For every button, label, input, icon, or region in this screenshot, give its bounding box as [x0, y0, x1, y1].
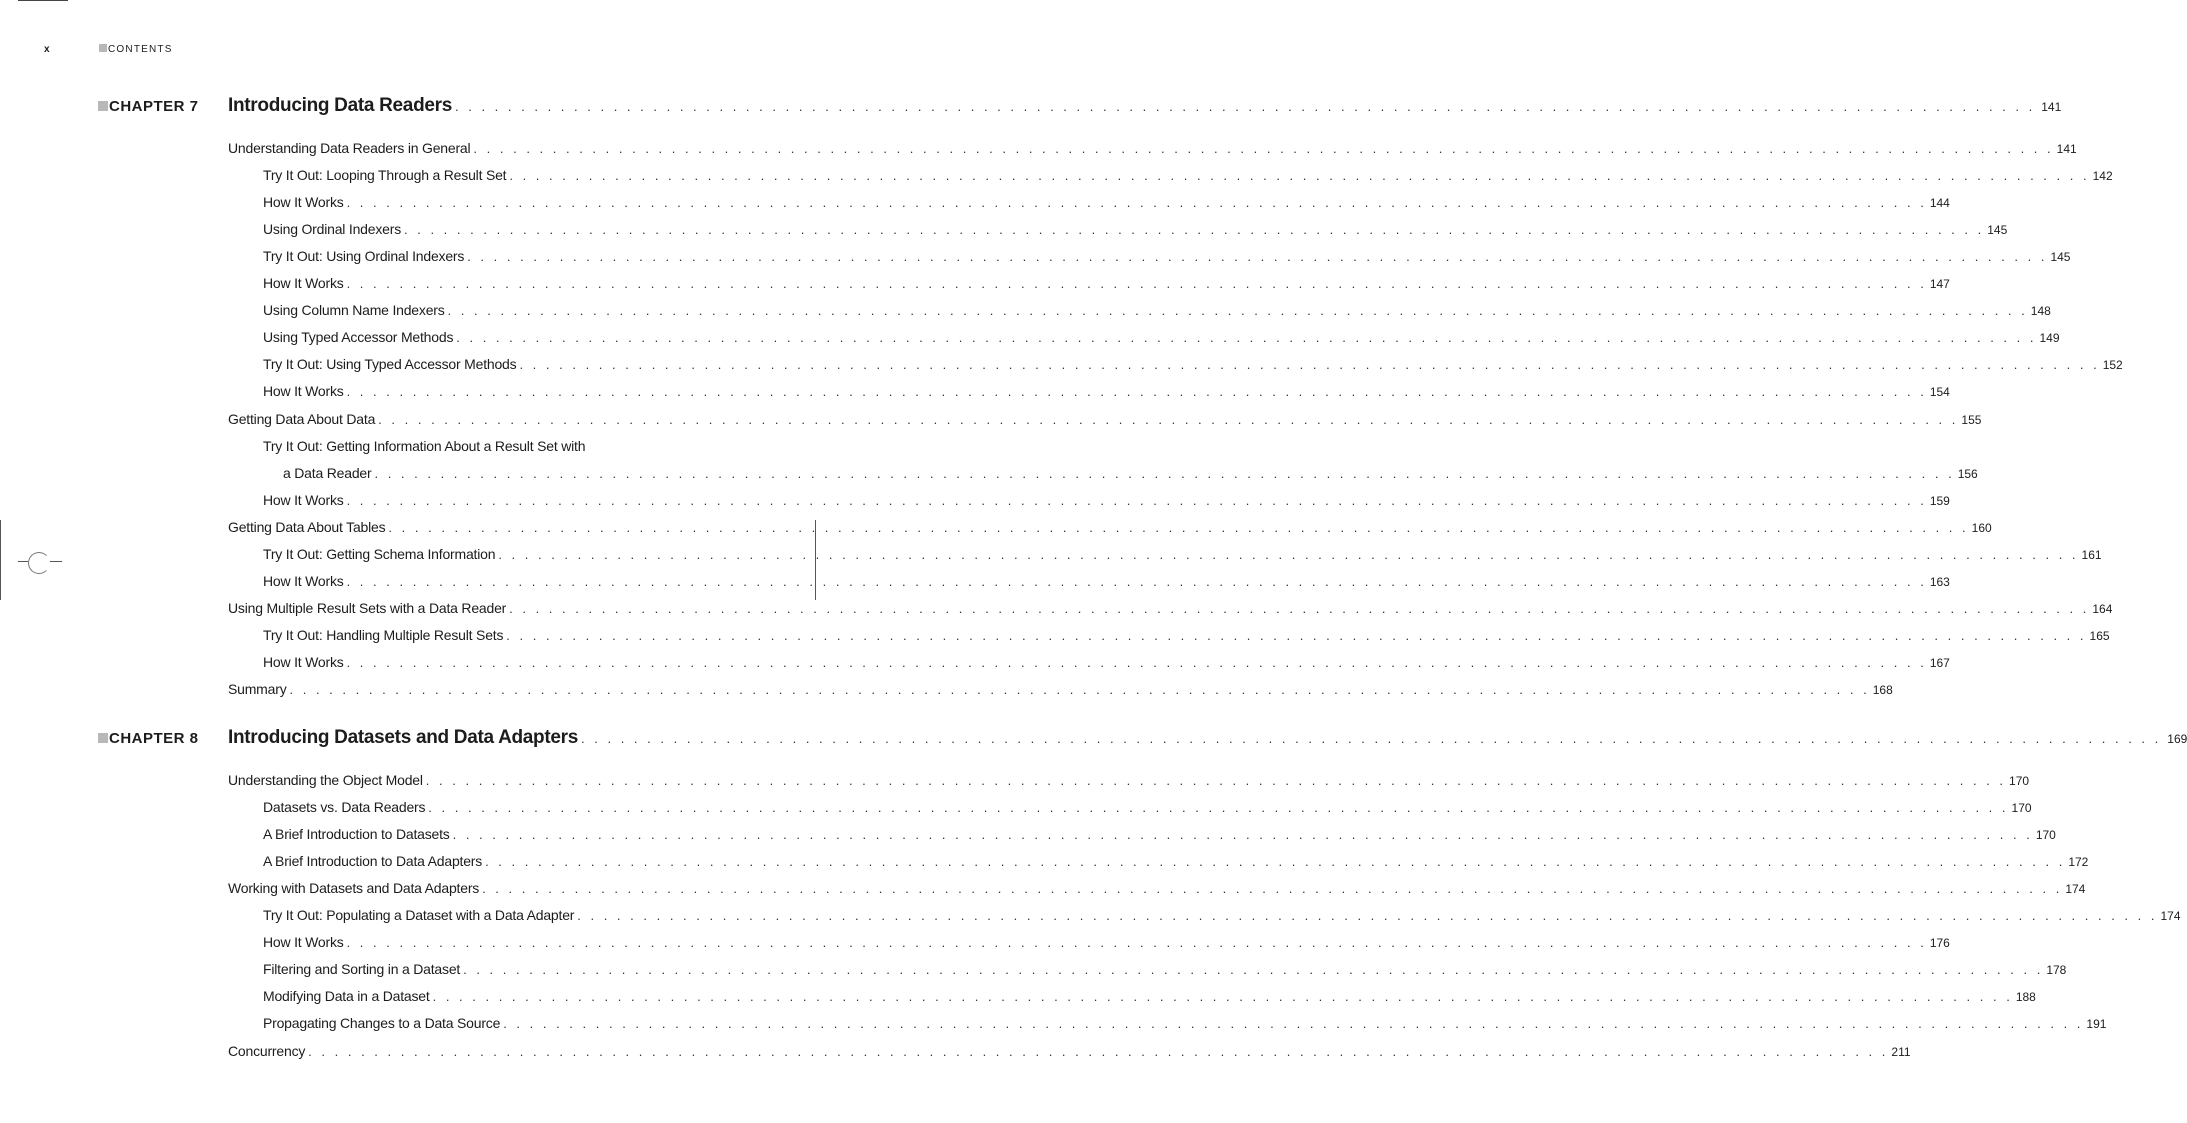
toc-page-number: 174: [2160, 909, 2181, 924]
toc-entry-title: Datasets vs. Data Readers: [263, 799, 426, 816]
toc-page-number: 170: [2009, 774, 2030, 788]
leader-dots: . . . . . . . . . . . . . . . . . . . . . . . . . . . . . . . . . . . . . . . . . . . . . . . . . . . . . . . . . . . . . . . . . . . . . . . . . . . . . . . . . . . . . . . . . . . . . . . . . . . . . . . . . . . . . . . . . . . . . . . .: [346, 654, 1927, 670]
toc-entry-title: Try It Out: Looping Through a Result Set: [263, 167, 507, 184]
toc-page-number: 149: [2039, 331, 2060, 346]
toc-page-number: 156: [1957, 466, 1978, 481]
chapter-title: Introducing Datasets and Data Adapters: [228, 727, 579, 748]
leader-dots: . . . . . . . . . . . . . . . . . . . . . . . . . . . . . . . . . . . . . . . . . . . . . . . . . . . . . . . . . . . . . . . . . . . . . . . . . . . . . . . . . . . . . . . . . . . . . . . . . . . . . . . . . . . . . . . . . . . . . . . .: [467, 249, 2048, 265]
leader-dots: . . . . . . . . . . . . . . . . . . . . . . . . . . . . . . . . . . . . . . . . . . . . . . . . . . . . . . . . . . . . . . . . . . . . . . . . . . . . . . . . . . . . . . . . . . . . . . . . . . . . . . . . . . . . . . . . . . . . . . . .: [577, 908, 2158, 924]
toc-entry-title: Try It Out: Handling Multiple Result Sets: [263, 626, 504, 643]
toc-page-number: 154: [1929, 385, 1950, 400]
square-bullet-icon: [99, 44, 107, 52]
toc-entry-title: A Brief Introduction to Data Adapters: [263, 853, 483, 870]
toc-page-number: 145: [1987, 223, 2008, 238]
toc-page-number: 168: [1872, 683, 1893, 697]
toc-page-number: 161: [2081, 547, 2102, 562]
toc-page-number: 165: [2089, 628, 2110, 643]
toc-page-number: 164: [2092, 601, 2113, 616]
toc-entry[interactable]: [263, 907, 2181, 925]
toc-page-number: 172: [2068, 855, 2089, 870]
toc-entry-title: Working with Datasets and Data Adapters: [228, 880, 480, 897]
toc-entry[interactable]: [263, 221, 2008, 239]
toc-entry-title: Understanding the Object Model: [228, 772, 423, 788]
toc-entry-title: Concurrency: [228, 1042, 306, 1059]
toc-entry-title: Try It Out: Populating a Dataset with a Data Adapter: [263, 907, 575, 924]
toc-page-number: 147: [1929, 277, 1950, 292]
leader-dots: . . . . . . . . . . . . . . . . . . . . . . . . . . . . . . . . . . . . . . . . . . . . . . . . . . . . . . . . . . . . . . . . . . . . . . . . . . . . . . . . . . . . . . . . . . . . . . . . . . . . . . . . . . . . . . . . . . . . . . . .: [455, 99, 2036, 114]
toc-entry-title: Summary: [228, 681, 287, 697]
toc-entry-title: How It Works: [263, 653, 344, 670]
chapter-label-text: CHAPTER 8: [109, 730, 199, 747]
leader-dots: . . . . . . . . . . . . . . . . . . . . . . . . . . . . . . . . . . . . . . . . . . . . . . . . . . . . . . . . . . . . . . . . . . . . . . . . . . . . . . . . . . . . . . . . . . . . . . . . . . . . . . . . . . . . . . . . . . . . . . . .: [346, 935, 1927, 951]
toc-page-number: 170: [2011, 801, 2032, 816]
toc-entry[interactable]: [263, 934, 1950, 952]
toc-entry[interactable]: [263, 491, 1950, 510]
toc-page-number: 145: [2050, 250, 2071, 265]
toc-entry[interactable]: [228, 410, 1982, 429]
leader-dots: . . . . . . . . . . . . . . . . . . . . . . . . . . . . . . . . . . . . . . . . . . . . . . . . . . . . . . . . . . . . . . . . . . . . . . . . . . . . . . . . . . . . . . . . . . . . . . . . . . . . . . . . . . . . . . . . . . . . . . . .: [498, 546, 2079, 562]
leader-dots: . . . . . . . . . . . . . . . . . . . . . . . . . . . . . . . . . . . . . . . . . . . . . . . . . . . . . . . . . . . . . . . . . . . . . . . . . . . . . . . . . . . . . . . . . . . . . . . . . . . . . . . . . . . . . . . . . . . . . . . .: [503, 1016, 2084, 1032]
toc-entry-title: How It Works: [263, 491, 344, 508]
toc-entry[interactable]: [263, 572, 1950, 591]
toc-entry[interactable]: [263, 626, 2110, 645]
leader-dots: . . . . . . . . . . . . . . . . . . . . . . . . . . . . . . . . . . . . . . . . . . . . . . . . . . . . . . . . . . . . . . . . . . . . . . . . . . . . . . . . . . . . . . . . . . . . . . . . . . . . . . . . . . . . . . . . . . . . . . . .: [473, 141, 2054, 156]
toc-page-number: 159: [1929, 493, 1950, 508]
chapter-title: Introducing Data Readers: [228, 95, 453, 116]
toc-entry-title: How It Works: [263, 383, 344, 400]
crop-mark: [0, 520, 1, 600]
chapter-label: [98, 730, 199, 747]
toc-entry[interactable]: [228, 1042, 1911, 1061]
toc-page-number: 211: [1891, 1044, 1911, 1059]
chapter-heading: [0, 95, 2062, 121]
leader-dots: . . . . . . . . . . . . . . . . . . . . . . . . . . . . . . . . . . . . . . . . . . . . . . . . . . . . . . . . . . . . . . . . . . . . . . . . . . . . . . . . . . . . . . . . . . . . . . . . . . . . . . . . . . . . . . . . . . . . . . . .: [289, 682, 1870, 697]
toc-page-number: 178: [2046, 963, 2067, 978]
toc-entry[interactable]: [263, 167, 2113, 185]
chapter-label: [98, 98, 199, 115]
toc-page-number: 142: [2092, 169, 2113, 184]
toc-page-number: 148: [2030, 304, 2051, 319]
toc-page-number: 176: [1929, 936, 1950, 951]
leader-dots: . . . . . . . . . . . . . . . . . . . . . . . . . . . . . . . . . . . . . . . . . . . . . . . . . . . . . . . . . . . . . . . . . . . . . . . . . . . . . . . . . . . . . . . . . . . . . . . . . . . . . . . . . . . . . . . . . . . . . . . .: [482, 881, 2063, 897]
toc-entry[interactable]: [263, 302, 2051, 320]
toc-entry[interactable]: [263, 545, 2102, 564]
crop-mark: [18, 561, 28, 562]
leader-dots: . . . . . . . . . . . . . . . . . . . . . . . . . . . . . . . . . . . . . . . . . . . . . . . . . . . . . . . . . . . . . . . . . . . . . . . . . . . . . . . . . . . . . . . . . . . . . . . . . . . . . . . . . . . . . . . . . . . . . . . .: [463, 962, 2044, 978]
toc-page-number: 174: [2065, 882, 2086, 897]
toc-entry-title: How It Works: [263, 934, 344, 951]
toc-page-number: 144: [1929, 196, 1950, 211]
toc-entry[interactable]: [228, 681, 1893, 699]
registration-mark-icon: [28, 552, 50, 574]
square-bullet-icon: [98, 101, 108, 111]
toc-entry-title: Using Column Name Indexers: [263, 302, 445, 319]
toc-page-number: 155: [1961, 412, 1982, 427]
leader-dots: . . . . . . . . . . . . . . . . . . . . . . . . . . . . . . . . . . . . . . . . . . . . . . . . . . . . . . . . . . . . . . . . . . . . . . . . . . . . . . . . . . . . . . . . . . . . . . . . . . . . . . . . . . . . . . . . . . . . . . . .: [509, 600, 2090, 616]
toc-entry-title: How It Works: [263, 572, 344, 589]
toc-entry[interactable]: [228, 599, 2113, 618]
toc-page-number: 160: [1971, 520, 1992, 535]
toc-entry[interactable]: [263, 356, 2123, 374]
toc-entry[interactable]: [283, 464, 1978, 483]
toc-entry-title-continued: a Data Reader: [283, 464, 372, 481]
toc-entry-title: How It Works: [263, 275, 344, 292]
crop-mark: [50, 561, 62, 562]
toc-entry-title: Using Ordinal Indexers: [263, 221, 401, 238]
leader-dots: . . . . . . . . . . . . . . . . . . . . . . . . . . . . . . . . . . . . . . . . . . . . . . . . . . . . . . . . . . . . . . . . . . . . . . . . . . . . . . . . . . . . . . . . . . . . . . . . . . . . . . . . . . . . . . . . . . . . . . . .: [346, 492, 1927, 508]
toc-entry[interactable]: [228, 772, 2030, 790]
toc-entry[interactable]: [263, 799, 2032, 817]
section-title: CONTENTS: [99, 44, 173, 55]
toc-page-number: 163: [1929, 574, 1950, 589]
toc-entry-title: Try It Out: Using Ordinal Indexers: [263, 248, 465, 265]
leader-dots: . . . . . . . . . . . . . . . . . . . . . . . . . . . . . . . . . . . . . . . . . . . . . . . . . . . . . . . . . . . . . . . . . . . . . . . . . . . . . . . . . . . . . . . . . . . . . . . . . . . . . . . . . . . . . . . . . . . . . . . .: [346, 195, 1927, 211]
toc-entry[interactable]: [263, 653, 1950, 672]
leader-dots: . . . . . . . . . . . . . . . . . . . . . . . . . . . . . . . . . . . . . . . . . . . . . . . . . . . . . . . . . . . . . . . . . . . . . . . . . . . . . . . . . . . . . . . . . . . . . . . . . . . . . . . . . . . . . . . . . . . . . . . .: [456, 330, 2037, 346]
leader-dots: . . . . . . . . . . . . . . . . . . . . . . . . . . . . . . . . . . . . . . . . . . . . . . . . . . . . . . . . . . . . . . . . . . . . . . . . . . . . . . . . . . . . . . . . . . . . . . . . . . . . . . . . . . . . . . . . . . . . . . . .: [452, 827, 2033, 843]
toc-entry[interactable]: [228, 880, 2086, 898]
toc-entry-title: Using Multiple Result Sets with a Data Reader: [228, 599, 507, 616]
toc-entry[interactable]: [228, 518, 1992, 537]
toc-page-number: 141: [2056, 142, 2077, 156]
chapter-heading: [0, 727, 2187, 753]
toc-entry[interactable]: [228, 140, 2077, 158]
toc-entry[interactable]: [263, 383, 1950, 401]
leader-dots: . . . . . . . . . . . . . . . . . . . . . . . . . . . . . . . . . . . . . . . . . . . . . . . . . . . . . . . . . . . . . . . . . . . . . . . . . . . . . . . . . . . . . . . . . . . . . . . . . . . . . . . . . . . . . . . . . . . . . . . .: [506, 627, 2087, 643]
leader-dots: . . . . . . . . . . . . . . . . . . . . . . . . . . . . . . . . . . . . . . . . . . . . . . . . . . . . . . . . . . . . . . . . . . . . . . . . . . . . . . . . . . . . . . . . . . . . . . . . . . . . . . . . . . . . . . . . . . . . . . . .: [432, 989, 2013, 1005]
leader-dots: . . . . . . . . . . . . . . . . . . . . . . . . . . . . . . . . . . . . . . . . . . . . . . . . . . . . . . . . . . . . . . . . . . . . . . . . . . . . . . . . . . . . . . . . . . . . . . . . . . . . . . . . . . . . . . . . . . . . . . . .: [374, 465, 1955, 481]
toc-page-number: 167: [1929, 655, 1950, 670]
chapter-page-number: 141: [2041, 100, 2062, 114]
toc-entry[interactable]: [263, 194, 1950, 212]
leader-dots: . . . . . . . . . . . . . . . . . . . . . . . . . . . . . . . . . . . . . . . . . . . . . . . . . . . . . . . . . . . . . . . . . . . . . . . . . . . . . . . . . . . . . . . . . . . . . . . . . . . . . . . . . . . . . . . . . . . . . . . .: [346, 384, 1927, 400]
chapter-title-row[interactable]: [228, 95, 2062, 117]
toc-entry[interactable]: [263, 329, 2060, 347]
leader-dots: . . . . . . . . . . . . . . . . . . . . . . . . . . . . . . . . . . . . . . . . . . . . . . . . . . . . . . . . . . . . . . . . . . . . . . . . . . . . . . . . . . . . . . . . . . . . . . . . . . . . . . . . . . . . . . . . . . . . . . . .: [388, 519, 1969, 535]
toc-entry-title: Filtering and Sorting in a Dataset: [263, 961, 461, 978]
toc-entry-title: Try It Out: Getting Schema Information: [263, 545, 496, 562]
toc-page-number: 152: [2102, 358, 2123, 373]
leader-dots: . . . . . . . . . . . . . . . . . . . . . . . . . . . . . . . . . . . . . . . . . . . . . . . . . . . . . . . . . . . . . . . . . . . . . . . . . . . . . . . . . . . . . . . . . . . . . . . . . . . . . . . . . . . . . . . . . . . . . . . .: [509, 168, 2090, 184]
toc-entry[interactable]: [263, 275, 1950, 293]
leader-dots: . . . . . . . . . . . . . . . . . . . . . . . . . . . . . . . . . . . . . . . . . . . . . . . . . . . . . . . . . . . . . . . . . . . . . . . . . . . . . . . . . . . . . . . . . . . . . . . . . . . . . . . . . . . . . . . . . . . . . . . .: [404, 222, 1985, 238]
toc-page-number: 188: [2015, 990, 2036, 1005]
toc-entry-title[interactable]: Try It Out: Getting Information About a Result Set with: [263, 437, 586, 454]
toc-entry-title: Getting Data About Tables: [228, 518, 386, 535]
leader-dots: . . . . . . . . . . . . . . . . . . . . . . . . . . . . . . . . . . . . . . . . . . . . . . . . . . . . . . . . . . . . . . . . . . . . . . . . . . . . . . . . . . . . . . . . . . . . . . . . . . . . . . . . . . . . . . . . . . . . . . . .: [447, 303, 2028, 319]
toc-entry[interactable]: [263, 988, 2036, 1006]
leader-dots: . . . . . . . . . . . . . . . . . . . . . . . . . . . . . . . . . . . . . . . . . . . . . . . . . . . . . . . . . . . . . . . . . . . . . . . . . . . . . . . . . . . . . . . . . . . . . . . . . . . . . . . . . . . . . . . . . . . . . . . .: [346, 573, 1927, 589]
toc-entry[interactable]: [263, 1015, 2107, 1033]
leader-dots: . . . . . . . . . . . . . . . . . . . . . . . . . . . . . . . . . . . . . . . . . . . . . . . . . . . . . . . . . . . . . . . . . . . . . . . . . . . . . . . . . . . . . . . . . . . . . . . . . . . . . . . . . . . . . . . . . . . . . . . .: [519, 357, 2100, 373]
top-rule: [18, 0, 68, 1]
leader-dots: . . . . . . . . . . . . . . . . . . . . . . . . . . . . . . . . . . . . . . . . . . . . . . . . . . . . . . . . . . . . . . . . . . . . . . . . . . . . . . . . . . . . . . . . . . . . . . . . . . . . . . . . . . . . . . . . . . . . . . . .: [346, 276, 1927, 292]
chapter-page-number: 169: [2167, 732, 2187, 746]
toc-entry[interactable]: [263, 826, 2056, 844]
toc-entry[interactable]: [263, 248, 2071, 266]
toc-entry-title: How It Works: [263, 194, 344, 211]
toc-entry-title: Understanding Data Readers in General: [228, 140, 471, 156]
leader-dots: . . . . . . . . . . . . . . . . . . . . . . . . . . . . . . . . . . . . . . . . . . . . . . . . . . . . . . . . . . . . . . . . . . . . . . . . . . . . . . . . . . . . . . . . . . . . . . . . . . . . . . . . . . . . . . . . . . . . . . . .: [308, 1043, 1889, 1059]
leader-dots: . . . . . . . . . . . . . . . . . . . . . . . . . . . . . . . . . . . . . . . . . . . . . . . . . . . . . . . . . . . . . . . . . . . . . . . . . . . . . . . . . . . . . . . . . . . . . . . . . . . . . . . . . . . . . . . . . . . . . . . .: [428, 800, 2009, 816]
toc-entry[interactable]: [263, 853, 2089, 871]
toc-entry[interactable]: [263, 961, 2067, 979]
leader-dots: . . . . . . . . . . . . . . . . . . . . . . . . . . . . . . . . . . . . . . . . . . . . . . . . . . . . . . . . . . . . . . . . . . . . . . . . . . . . . . . . . . . . . . . . . . . . . . . . . . . . . . . . . . . . . . . . . . . . . . . .: [425, 773, 2007, 788]
toc-page-number: 170: [2035, 828, 2056, 843]
leader-dots: . . . . . . . . . . . . . . . . . . . . . . . . . . . . . . . . . . . . . . . . . . . . . . . . . . . . . . . . . . . . . . . . . . . . . . . . . . . . . . . . . . . . . . . . . . . . . . . . . . . . . . . . . . . . . . . . . . . . . . . .: [485, 854, 2066, 870]
chapter-label-text: CHAPTER 7: [109, 98, 199, 115]
toc-page-number: 191: [2086, 1017, 2107, 1032]
page-number: x: [44, 44, 51, 55]
toc-entry-title: Propagating Changes to a Data Source: [263, 1015, 501, 1032]
toc-entry-title: A Brief Introduction to Datasets: [263, 826, 450, 843]
square-bullet-icon: [98, 733, 108, 743]
toc-entry-title: Using Typed Accessor Methods: [263, 329, 454, 346]
leader-dots: . . . . . . . . . . . . . . . . . . . . . . . . . . . . . . . . . . . . . . . . . . . . . . . . . . . . . . . . . . . . . . . . . . . . . . . . . . . . . . . . . . . . . . . . . . . . . . . . . . . . . . . . . . . . . . . . . . . . . . . .: [581, 731, 2162, 746]
toc-entry-title: Modifying Data in a Dataset: [263, 988, 430, 1005]
toc-entry-title: Getting Data About Data: [228, 410, 376, 427]
toc-entry-title: Try It Out: Using Typed Accessor Methods: [263, 356, 517, 373]
leader-dots: . . . . . . . . . . . . . . . . . . . . . . . . . . . . . . . . . . . . . . . . . . . . . . . . . . . . . . . . . . . . . . . . . . . . . . . . . . . . . . . . . . . . . . . . . . . . . . . . . . . . . . . . . . . . . . . . . . . . . . . .: [378, 411, 1959, 427]
chapter-title-row[interactable]: [228, 727, 2187, 749]
